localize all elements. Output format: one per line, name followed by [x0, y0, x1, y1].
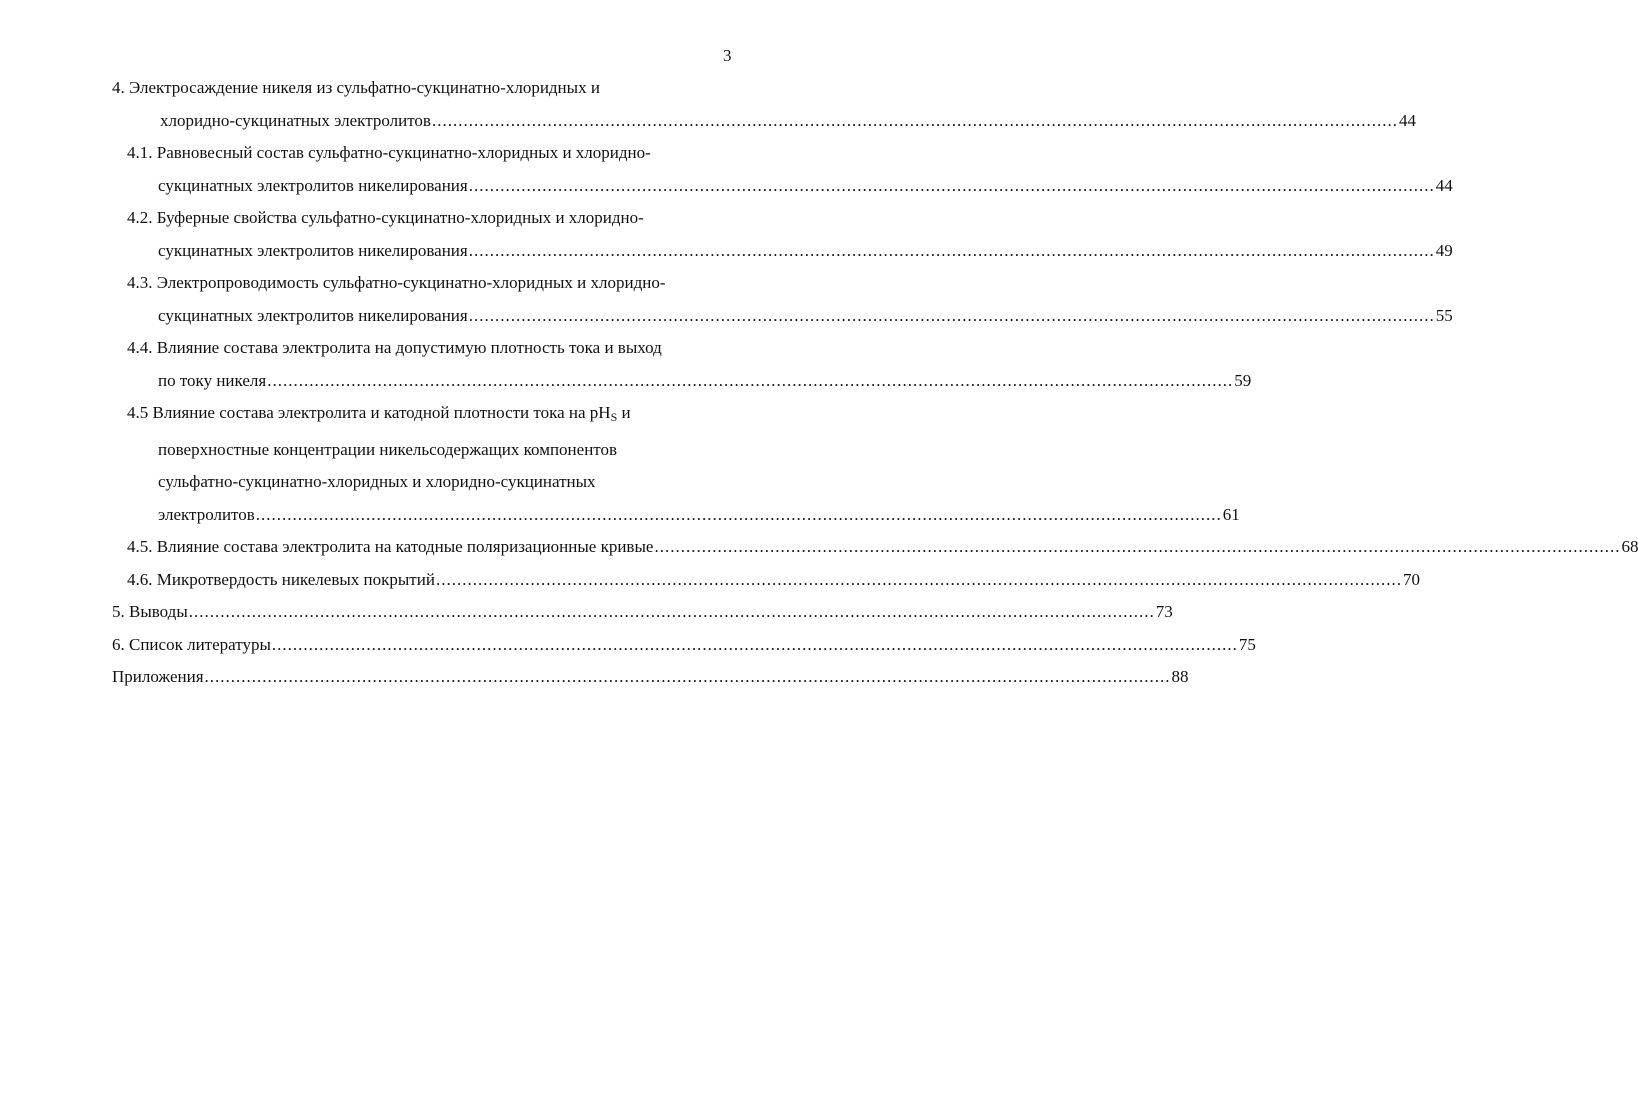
- table-of-contents: [0, 72, 1638, 694]
- toc-entry-4-5-ph[interactable]: [0, 397, 1240, 531]
- toc-page-number: 59: [1234, 370, 1252, 390]
- toc-entry-text: 4.2. Буферные свойства сульфатно-сукцинатно-хлоридных и хлоридно-: [127, 208, 644, 227]
- toc-entry-text: 4.5 Влияние состава электролита и катодной плотности тока на $pH_S$ и: [127, 403, 631, 424]
- toc-page-number: 49: [1435, 240, 1453, 260]
- toc-entry-text: 6. Список литературы: [112, 634, 271, 654]
- toc-entry-6[interactable]: [0, 629, 1256, 662]
- toc-entry-4-2[interactable]: [0, 202, 1453, 267]
- toc-page-number: 44: [1435, 175, 1453, 195]
- toc-entry-4-4[interactable]: [0, 332, 1252, 397]
- toc-entry-text: Приложения: [112, 667, 204, 686]
- subscript-s: S: [610, 410, 618, 424]
- dot-leader: ........................................................................................................................................................................................: [468, 175, 1435, 195]
- toc-page-number: 68: [1621, 537, 1638, 556]
- toc-entry-text: сульфатно-сукцинатно-хлоридных и хлоридно-сукцинатных: [158, 472, 596, 491]
- toc-entry-text: 4.4. Влияние состава электролита на допустимую плотность тока и выход: [127, 338, 662, 357]
- dot-leader: ........................................................................................................................................................................................: [204, 667, 1171, 686]
- toc-entry-text: по току никеля: [158, 370, 267, 390]
- toc-page-number: 44: [1398, 110, 1416, 130]
- toc-entry-4[interactable]: [0, 72, 1416, 137]
- toc-entry-text: 4. Электросаждение никеля из сульфатно-сукцинатно-хлоридных и: [112, 78, 600, 97]
- toc-entry-text: 4.6. Микротвердость никелевых покрытий: [127, 569, 435, 589]
- toc-page-number: 73: [1155, 602, 1173, 621]
- toc-page-number: 55: [1435, 305, 1453, 325]
- toc-entry-4-3[interactable]: [0, 267, 1453, 332]
- toc-page-number: 61: [1222, 504, 1240, 524]
- toc-page-number: 88: [1171, 667, 1189, 686]
- dot-leader: ........................................................................................................................................................................................: [267, 370, 1234, 390]
- dot-leader: ........................................................................................................................................................................................: [431, 110, 1398, 130]
- toc-entry-5[interactable]: [0, 596, 1173, 629]
- toc-entry-4-1[interactable]: [0, 137, 1453, 202]
- toc-entry-text: 4.1. Равновесный состав сульфатно-сукцинатно-хлоридных и хлоридно-: [127, 143, 651, 162]
- page-number: 3: [723, 46, 732, 65]
- toc-entry-text: 4.3. Электропроводимость сульфатно-сукцинатно-хлоридных и хлоридно-: [127, 273, 666, 292]
- toc-entry-appendix[interactable]: [0, 661, 1189, 694]
- toc-entry-4-6[interactable]: [0, 564, 1420, 597]
- dot-leader: ........................................................................................................................................................................................: [468, 240, 1435, 260]
- dot-leader: ........................................................................................................................................................................................: [435, 569, 1402, 589]
- toc-page-number: 70: [1402, 569, 1420, 589]
- dot-leader: ........................................................................................................................................................................................: [271, 634, 1238, 654]
- dot-leader: ........................................................................................................................................................................................: [654, 537, 1621, 556]
- dot-leader: ........................................................................................................................................................................................: [255, 504, 1222, 524]
- toc-entry-4-5-polarization[interactable]: [0, 531, 1638, 564]
- dot-leader: ........................................................................................................................................................................................: [188, 602, 1155, 621]
- toc-entry-text: сукцинатных электролитов никелирования: [158, 240, 468, 260]
- toc-entry-text: 5. Выводы: [112, 602, 188, 621]
- toc-entry-text: сукцинатных электролитов никелирования: [158, 175, 468, 195]
- toc-entry-text: 4.5. Влияние состава электролита на катодные поляризационные кривые: [127, 537, 654, 556]
- toc-entry-text: хлоридно-сукцинатных электролитов: [160, 110, 431, 130]
- dot-leader: ........................................................................................................................................................................................: [468, 305, 1435, 325]
- toc-page-number: 75: [1238, 634, 1256, 654]
- toc-entry-text: поверхностные концентрации никельсодержащих компонентов: [158, 439, 618, 459]
- toc-entry-text: электролитов: [158, 504, 255, 524]
- toc-entry-text: сукцинатных электролитов никелирования: [158, 305, 468, 325]
